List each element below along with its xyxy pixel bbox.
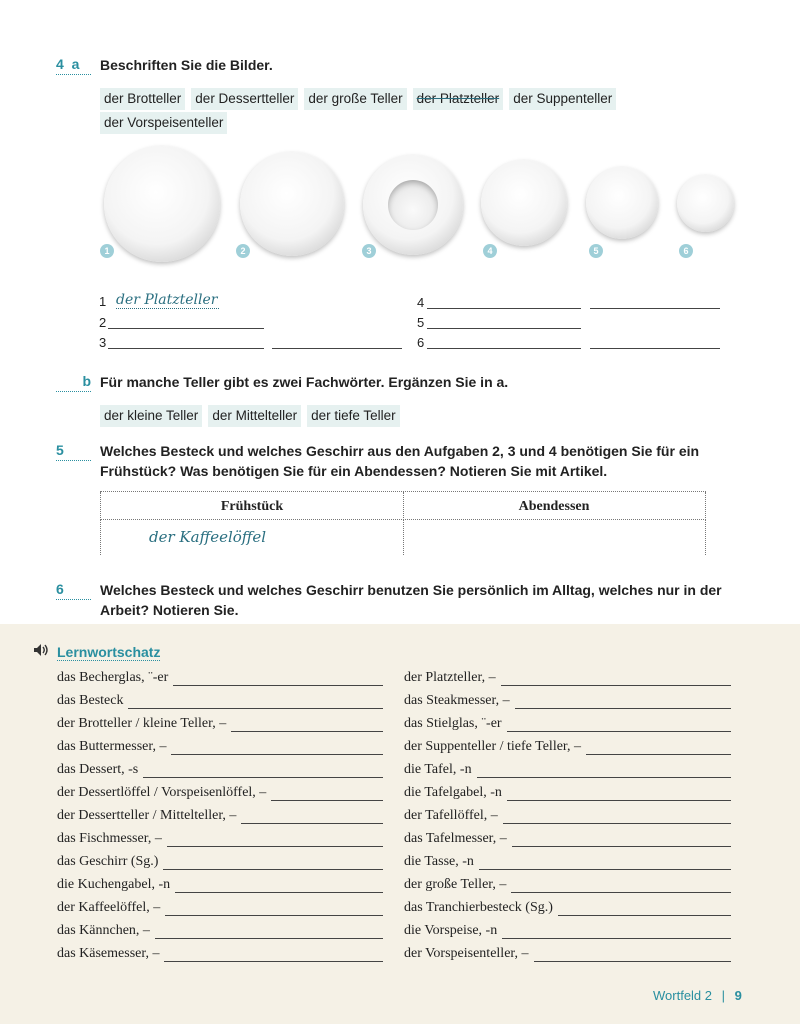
word-bank-4a <box>100 88 622 110</box>
table-header-abendessen: Abendessen <box>403 492 706 520</box>
vocab-translation-line[interactable] <box>534 961 731 962</box>
vocab-translation-line[interactable] <box>173 685 383 686</box>
soup-bowl-well <box>388 180 438 230</box>
task-4b-instruction: Für manche Teller gibt es zwei Fachwörter. Ergänzen Sie in a. <box>100 374 509 390</box>
task-6-number: 6 <box>56 581 91 600</box>
task-5-line-2: Frühstück? Was benötigen Sie für ein Abendessen? Notieren Sie mit Artikel. <box>100 463 608 479</box>
vocab-entry: das Steakmesser, – <box>404 693 510 708</box>
word-chip: der tiefe Teller <box>307 405 400 427</box>
table-cell-fruehstueck[interactable] <box>100 520 404 555</box>
vocab-entry: die Tafelgabel, -n <box>404 785 502 800</box>
vocab-entry: der große Teller, – <box>404 877 507 892</box>
vocab-translation-line[interactable] <box>271 800 383 801</box>
task-5-number: 5 <box>56 442 91 461</box>
vocab-entry: die Vorspeise, -n <box>404 923 498 938</box>
answer-label-5: 5 <box>417 315 425 330</box>
vocab-translation-line[interactable] <box>241 823 383 824</box>
vocab-translation-line[interactable] <box>164 961 383 962</box>
vocab-translation-line[interactable] <box>558 915 731 916</box>
word-chip: der Brotteller <box>100 88 185 110</box>
vocab-entry: die Tafel, -n <box>404 762 472 777</box>
word-chip: der Dessertteller <box>191 88 298 110</box>
answer-line-4b[interactable] <box>590 308 720 309</box>
footer-section: Wortfeld 2 <box>653 988 713 1003</box>
image-badge-3: 3 <box>362 244 376 258</box>
answer-line-2[interactable] <box>108 328 264 329</box>
vocab-translation-line[interactable] <box>128 708 383 709</box>
vocab-entry: die Tasse, -n <box>404 854 474 869</box>
vocab-entry: das Fischmesser, – <box>57 831 162 846</box>
task-number <box>56 56 91 75</box>
vocab-entry: das Tafelmesser, – <box>404 831 507 846</box>
image-badge-2: 2 <box>236 244 250 258</box>
plate-image-1 <box>104 146 220 262</box>
plate-image-6 <box>677 175 734 232</box>
answer-line-3b[interactable] <box>272 348 402 349</box>
vocab-entry: das Tranchierbesteck (Sg.) <box>404 900 553 915</box>
task-4-number: 4 <box>56 56 64 72</box>
vocab-entry: das Buttermesser, – <box>57 739 167 754</box>
image-badge-1: 1 <box>100 244 114 258</box>
footer-page-number: 9 <box>734 988 742 1003</box>
vocab-translation-line[interactable] <box>511 892 731 893</box>
vocab-entry: der Vorspeisenteller, – <box>404 946 529 961</box>
footer-separator: | <box>721 988 726 1003</box>
vocab-translation-line[interactable] <box>155 938 383 939</box>
answer-1-handwritten[interactable]: der Platzteller <box>116 292 218 308</box>
vocab-translation-line[interactable] <box>171 754 383 755</box>
task-4a-letter: a <box>71 56 80 72</box>
answer-line-3a[interactable] <box>108 348 264 349</box>
vocab-entry: der Platzteller, – <box>404 670 496 685</box>
answer-line-5[interactable] <box>427 328 581 329</box>
word-chip: der Mittelteller <box>208 405 301 427</box>
vocab-entry: der Brotteller / kleine Teller, – <box>57 716 227 731</box>
vocab-translation-line[interactable] <box>586 754 731 755</box>
lernwortschatz-title: Lernwortschatz <box>57 644 161 660</box>
task-6-line-2: Arbeit? Notieren Sie. <box>100 602 239 618</box>
image-badge-4: 4 <box>483 244 497 258</box>
vocab-translation-line[interactable] <box>503 823 731 824</box>
task-4a-instruction: Beschriften Sie die Bilder. <box>100 57 273 73</box>
answer-line-4a[interactable] <box>427 308 581 309</box>
speaker-icon[interactable] <box>33 643 49 657</box>
vocab-translation-line[interactable] <box>167 846 383 847</box>
meal-table <box>100 491 706 555</box>
vocab-entry: der Dessertlöffel / Vorspeisenlöffel, – <box>57 785 267 800</box>
vocab-entry: das Geschirr (Sg.) <box>57 854 159 869</box>
answer-label-1: 1 <box>99 294 107 309</box>
vocab-translation-line[interactable] <box>502 938 731 939</box>
plate-image-4 <box>481 160 567 246</box>
vocab-entry: die Kuchengabel, -n <box>57 877 171 892</box>
answer-line-6a[interactable] <box>427 348 581 349</box>
vocab-translation-line[interactable] <box>163 869 383 870</box>
plate-image-3 <box>363 155 463 255</box>
vocab-entry: das Becherglas, ¨-er <box>57 670 169 685</box>
vocab-translation-line[interactable] <box>143 777 383 778</box>
answer-line-6b[interactable] <box>590 348 720 349</box>
vocab-entry: der Suppenteller / tiefe Teller, – <box>404 739 582 754</box>
vocab-entry: der Tafellöffel, – <box>404 808 498 823</box>
vocab-entry: das Dessert, -s <box>57 762 139 777</box>
image-badge-6: 6 <box>679 244 693 258</box>
vocab-entry: das Kännchen, – <box>57 923 150 938</box>
page-footer <box>653 988 742 1003</box>
answer-label-4: 4 <box>417 295 425 310</box>
word-chip: der Suppenteller <box>509 88 616 110</box>
example-entry: der Kaffeelöffel <box>149 528 267 546</box>
word-bank-4a-row2 <box>100 112 233 134</box>
vocab-translation-line[interactable] <box>515 708 731 709</box>
table-cell-abendessen[interactable] <box>403 520 706 555</box>
word-chip: der große Teller <box>304 88 406 110</box>
vocab-translation-line[interactable] <box>231 731 383 732</box>
vocab-entry: das Käsemesser, – <box>57 946 160 961</box>
word-chip-struck: der Platzteller <box>413 88 504 110</box>
task-6-line-1: Welches Besteck und welches Geschirr benutzen Sie persönlich im Alltag, welches nur in der <box>100 582 722 598</box>
vocab-translation-line[interactable] <box>501 685 731 686</box>
plate-image-5 <box>586 167 658 239</box>
vocab-entry: der Dessertteller / Mittelteller, – <box>57 808 237 823</box>
vocab-entry: das Stielglas, ¨-er <box>404 716 502 731</box>
answer-label-3: 3 <box>99 335 107 350</box>
vocab-translation-line[interactable] <box>512 846 731 847</box>
vocab-entry: das Besteck <box>57 693 124 708</box>
vocab-translation-line[interactable] <box>507 731 731 732</box>
word-bank-4b <box>100 405 406 427</box>
vocab-translation-line[interactable] <box>507 800 731 801</box>
answer-label-6: 6 <box>417 335 425 350</box>
task-5-line-1: Welches Besteck und welches Geschirr aus den Aufgaben 2, 3 und 4 benötigen Sie für ein <box>100 443 700 459</box>
vocab-translation-line[interactable] <box>165 915 383 916</box>
vocab-entry: der Kaffeelöffel, – <box>57 900 161 915</box>
vocab-translation-line[interactable] <box>479 869 731 870</box>
word-chip: der Vorspeisenteller <box>100 112 227 134</box>
vocab-translation-line[interactable] <box>477 777 731 778</box>
plate-image-2 <box>240 152 344 256</box>
vocab-translation-line[interactable] <box>175 892 383 893</box>
image-badge-5: 5 <box>589 244 603 258</box>
word-chip: der kleine Teller <box>100 405 202 427</box>
task-4b-letter: b <box>56 373 91 392</box>
answer-label-2: 2 <box>99 315 107 330</box>
table-header-fruehstueck: Frühstück <box>100 492 404 520</box>
